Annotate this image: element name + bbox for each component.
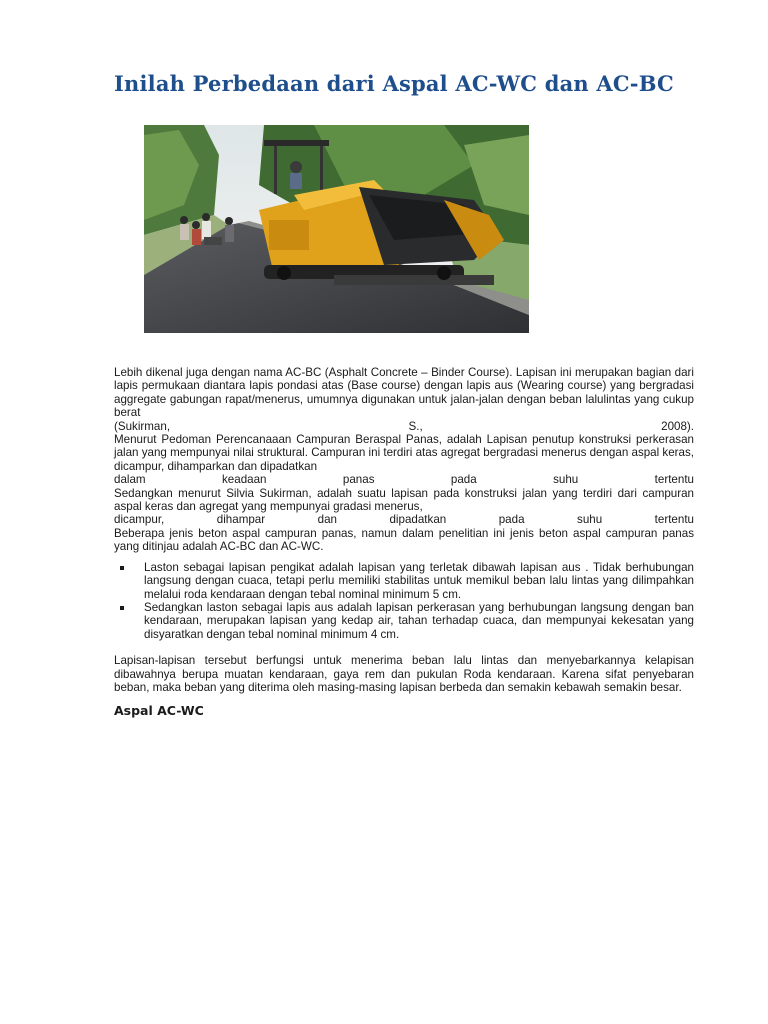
- paragraph-ac-bc: Lebih dikenal juga dengan nama AC-BC (Asphalt Concrete – Binder Course). Lapisan ini merupakan bagian dari lapis permukaan diantara lapis pondasi atas (Base course) dengan lapis aus (Wearing course) yang bergradasi aggregate gabungan rapat/menerus, umumnya digunakan untuk jalan-jalan dengan beban lalulintas yang cukup berat: [114, 366, 694, 420]
- article: [114, 71, 694, 719]
- list-item: [114, 601, 694, 641]
- paragraph-jenis: Beberapa jenis beton aspal campuran panas, namun dalam penelitian ini jenis beton aspal campuran panas yang ditinjau adalah AC-BC dan AC-WC.: [114, 526, 694, 554]
- paragraph-closing: Lapisan-lapisan tersebut berfungsi untuk menerima beban lalu lintas dan menyebarkannya kelapisan dibawahnya berupa muatan kendaraan, gaya rem dan pukulan Roda kendaraan. Karena sifat penyebaran beban, maka beban yang diterima oleh masing-masing lapisan berbeda dan semakin kebawah semakin besar.: [114, 654, 694, 694]
- justified-line: dicampur, dihampar dan dipadatkan pada suhu tertentu: [114, 513, 694, 527]
- article-title: Inilah Perbedaan dari Aspal AC-WC dan AC-BC: [114, 71, 674, 96]
- bullet-icon: [120, 566, 124, 570]
- asphalt-paver-photo: [144, 125, 529, 333]
- bullet-list: [114, 561, 694, 641]
- justified-line: dalam keadaan panas pada suhu tertentu: [114, 473, 694, 487]
- citation-line: (Sukirman, S., 2008).: [114, 419, 694, 433]
- paragraph-sukirman: Sedangkan menurut Silvia Sukirman, adalah suatu lapisan pada konstruksi jalan yang terdiri dari campuran aspal keras dan agregat yang mempunyai gradasi menerus,: [114, 486, 694, 514]
- list-item: [114, 561, 694, 601]
- article-body: [114, 366, 694, 718]
- list-item-text: Laston sebagai lapisan pengikat adalah lapisan yang terletak dibawah lapisan aus . Tidak berhubungan langsung dengan cuaca, tetapi perlu memiliki stabilitas untuk memikul beban lalu lintas yang dilimpahkan melalui roda kendaraan dengan tebal nominal minimum 5 cm.: [144, 560, 694, 601]
- list-item-text: Sedangkan laston sebagai lapis aus adalah lapisan perkerasan yang berhubungan langsung dengan ban kendaraan, merupakan lapisan yang kedap air, tahan terhadap cuaca, dan mempunyai kekesatan yang disyaratkan dengan tebal nominal minimum 4 cm.: [144, 600, 694, 641]
- section-heading: Aspal AC-WC: [114, 703, 204, 719]
- paragraph-pedoman: Menurut Pedoman Perencanaaan Campuran Beraspal Panas, adalah Lapisan penutup konstruksi perkerasan jalan yang mempunyai nilai struktural. Campuran ini terdiri atas agregat bergradasi menerus dengan aspal keras, dicampur, dihamparkan dan dipadatkan: [114, 433, 694, 473]
- bullet-icon: [120, 606, 124, 610]
